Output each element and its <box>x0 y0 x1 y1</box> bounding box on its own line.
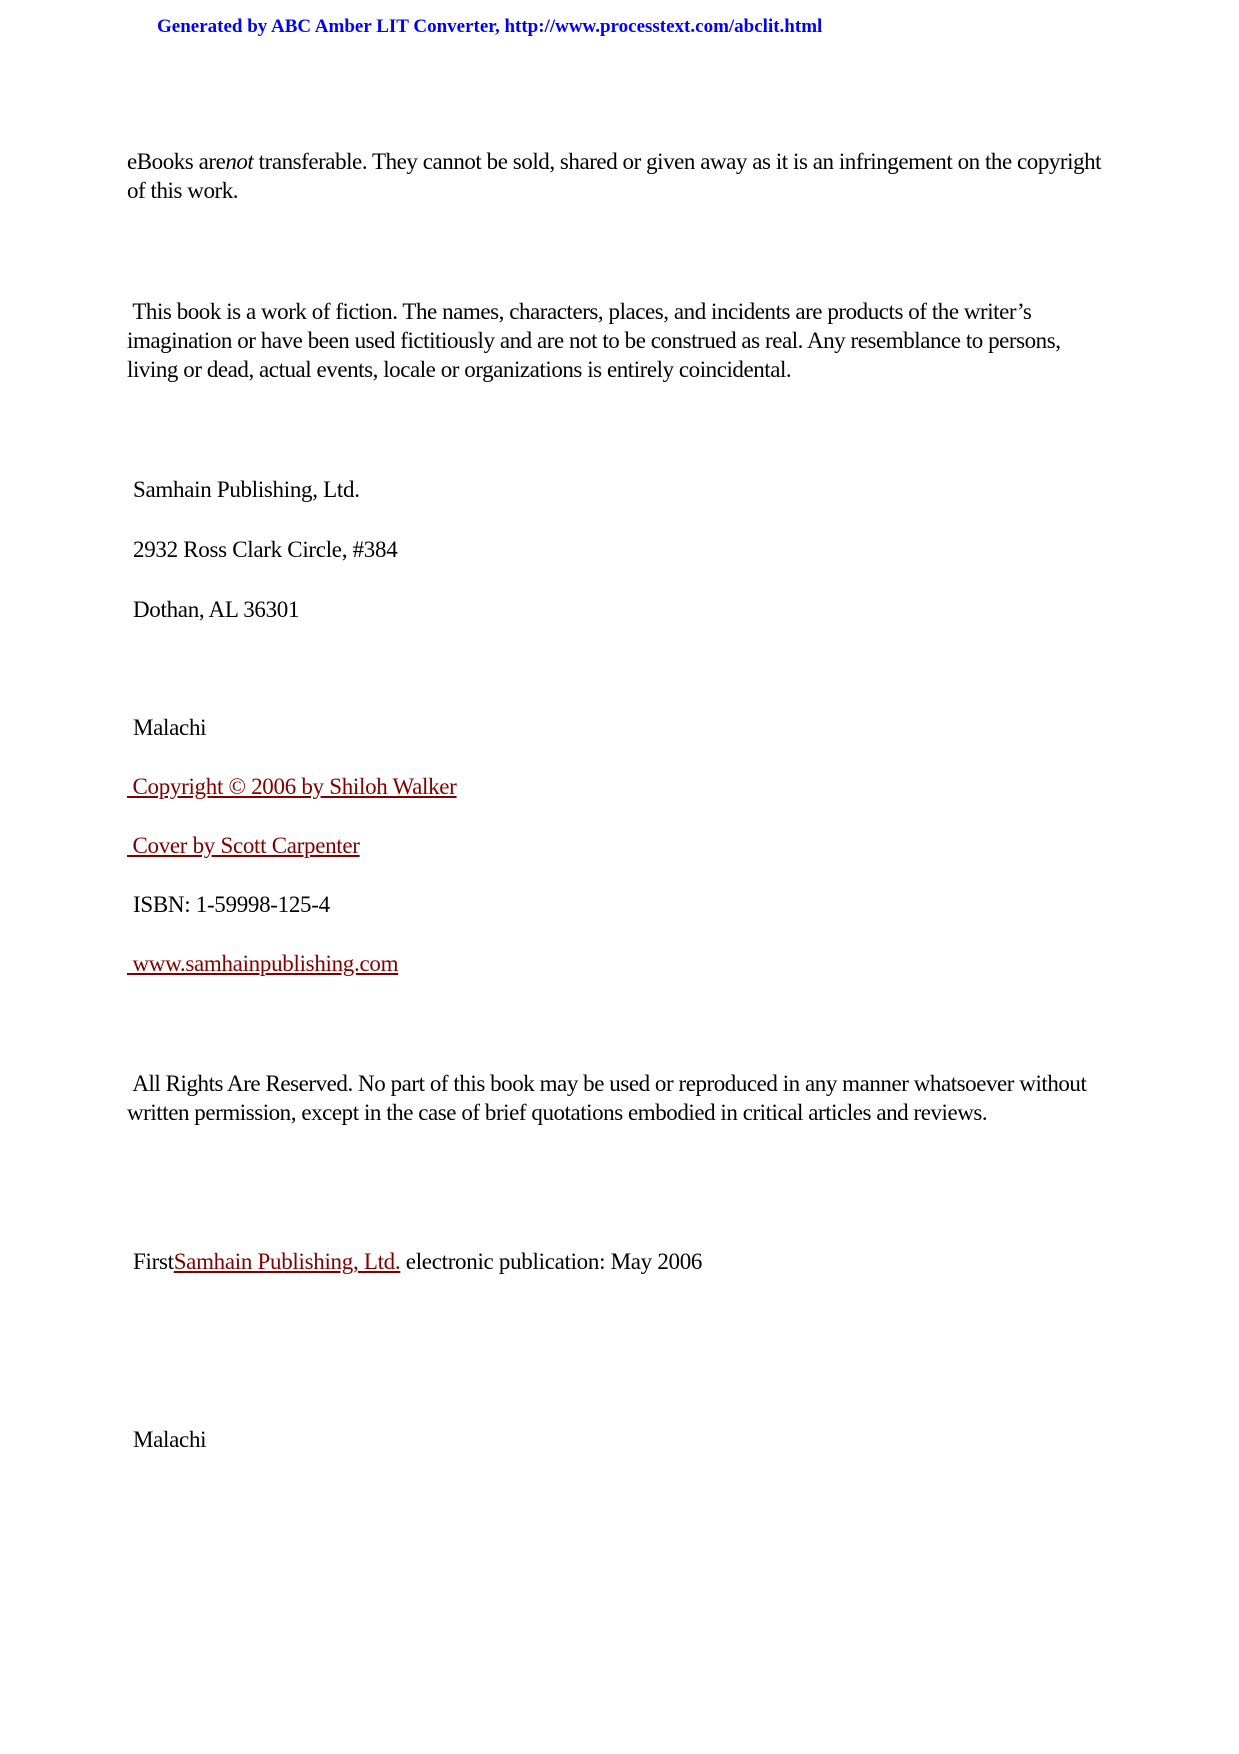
publication-after: electronic publication: May 2006 <box>400 1249 703 1274</box>
copyright-link[interactable]: Copyright © 2006 by Shiloh Walker <box>127 774 457 799</box>
publisher-name: Samhain Publishing, Ltd. <box>133 477 360 502</box>
publication-line <box>127 1247 702 1276</box>
isbn: ISBN: 1-59998-125-4 <box>133 892 330 917</box>
transfer-notice <box>127 147 1112 205</box>
publisher-link[interactable]: Samhain Publishing, Ltd. <box>173 1249 401 1274</box>
closing-title: Malachi <box>133 1427 207 1452</box>
publication-before: First <box>133 1249 174 1274</box>
website-link[interactable]: www.samhainpublishing.com <box>127 951 399 976</box>
notice-before: eBooks are <box>127 149 226 174</box>
cover-credit-link[interactable]: Cover by Scott Carpenter <box>127 833 360 858</box>
publisher-city: Dothan, AL 36301 <box>133 597 300 622</box>
notice-emphasis: not <box>225 149 254 174</box>
publisher-street: 2932 Ross Clark Circle, #384 <box>133 537 398 562</box>
rights-notice: All Rights Are Reserved. No part of this book may be used or reproduced in any manner whatsoever without written permission, except in the case of brief quotations embodied in critical articles and reviews. <box>127 1071 1092 1125</box>
notice-after: transferable. They cannot be sold, shared or given away as it is an infringement on the copyright of this work. <box>127 149 1102 203</box>
fiction-disclaimer: This book is a work of fiction. The names, characters, places, and incidents are products of the writer’s imagination or have been used fictitiously and are not to be construed as real. Any resemblance to persons, living or dead, actual events, locale or organizations is entirely coincidental. <box>127 299 1066 382</box>
converter-header: Generated by ABC Amber LIT Converter, http://www.processtext.com/abclit.html <box>157 16 823 37</box>
book-title: Malachi <box>133 715 207 740</box>
